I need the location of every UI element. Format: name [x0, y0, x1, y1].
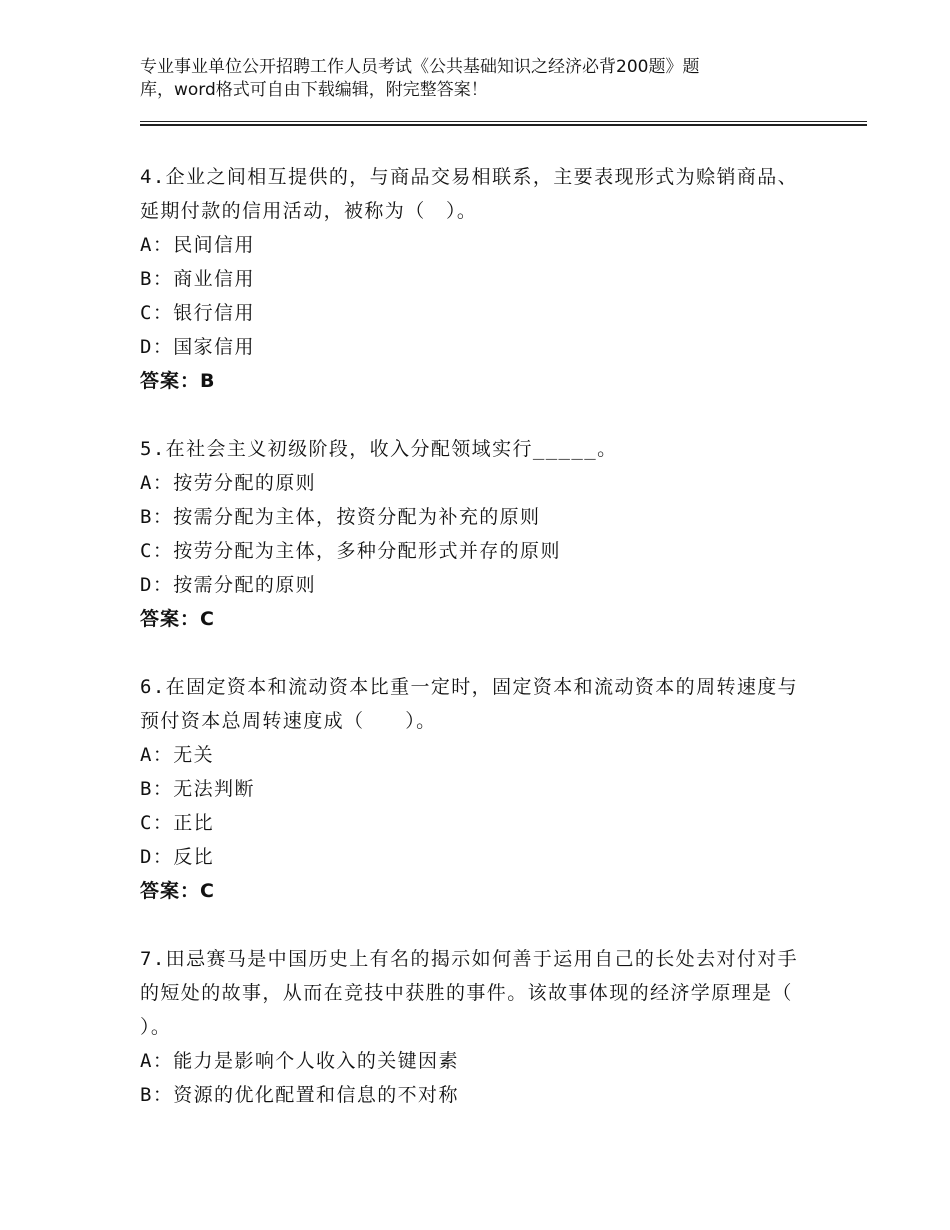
option-b: B：按需分配为主体，按资分配为补充的原则: [140, 506, 541, 528]
option-d: D：反比: [140, 846, 215, 868]
question-list: [140, 160, 834, 1146]
question-6: [140, 670, 810, 908]
header-rule-bottom: [140, 124, 867, 126]
question-7: [140, 942, 834, 1112]
option-c: C：银行信用: [140, 302, 255, 324]
option-c: C：正比: [140, 812, 215, 834]
question-stem: 6.在固定资本和流动资本比重一定时，固定资本和流动资本的周转速度与预付资本总周转速度成（ ）。: [140, 676, 799, 732]
question-stem: 4.企业之间相互提供的，与商品交易相联系，主要表现形式为赊销商品、延期付款的信用活动，被称为（ ）。: [140, 166, 799, 222]
option-b: B：商业信用: [140, 268, 255, 290]
option-d: D：国家信用: [140, 336, 255, 358]
question-5: [140, 432, 810, 636]
answer-label: 答案：C: [140, 880, 215, 902]
option-a: A：民间信用: [140, 234, 255, 256]
question-stem: 5.在社会主义初级阶段，收入分配领域实行_____。: [140, 438, 618, 460]
option-b: B：无法判断: [140, 778, 255, 800]
option-a: A：按劳分配的原则: [140, 472, 317, 494]
document-header: [140, 56, 840, 102]
option-b: B：资源的优化配置和信息的不对称: [140, 1084, 459, 1106]
header-line-1: 专业事业单位公开招聘工作人员考试《公共基础知识之经济必背200题》题: [140, 57, 700, 77]
option-c: C：按劳分配为主体，多种分配形式并存的原则: [140, 540, 561, 562]
header-line-2: 库，word格式可自由下载编辑，附完整答案！: [140, 80, 488, 100]
option-d: D：按需分配的原则: [140, 574, 317, 596]
option-a: A：能力是影响个人收入的关键因素: [140, 1050, 459, 1072]
answer-label: 答案：C: [140, 608, 215, 630]
header-rule-top: [140, 121, 867, 122]
option-a: A：无关: [140, 744, 215, 766]
question-stem: 7.田忌赛马是中国历史上有名的揭示如何善于运用自己的长处去对付对手的短处的故事，从而在竞技中获胜的事件。该故事体现的经济学原理是（ ）。: [140, 948, 834, 1038]
answer-label: 答案：B: [140, 370, 216, 392]
question-4: [140, 160, 810, 398]
